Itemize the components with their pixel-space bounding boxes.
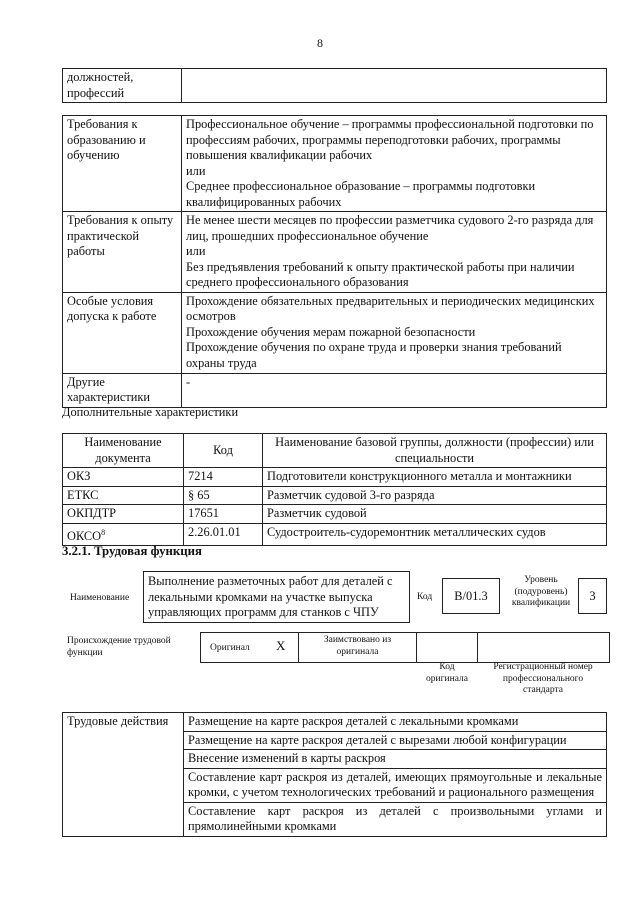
requirement-row [63, 116, 607, 212]
code-cell: 2.26.01.01 [184, 523, 263, 546]
requirement-line: Прохождение обучения мерам пожарной безопасности [186, 324, 476, 339]
doc-cell: ЕТКС [63, 486, 184, 505]
action-item: Составление карт раскроя из деталей с произвольными углами и прямолинейными кромками [184, 802, 607, 836]
code-value: В/01.3 [454, 589, 488, 603]
extra-table-header [63, 434, 607, 468]
requirement-line: Не менее шести месяцев по профессии разметчика судового 2-го разряда для лиц, прошедших профессиональное обучение [186, 213, 594, 243]
requirement-line: или [186, 163, 206, 178]
origin-label: Происхождение трудовой функции [67, 636, 171, 658]
original-label: Оригинал [210, 643, 250, 653]
requirement-row [63, 292, 607, 373]
requirement-line: Прохождение обучения по охране труда и проверки знания требований охраны труда [186, 340, 562, 370]
actions-label: Трудовые действия [63, 713, 184, 837]
divider [416, 632, 417, 662]
divider [477, 632, 478, 662]
section-title: 3.2.1. Трудовая функция [62, 544, 202, 558]
doc-cell: ОКПДТР [63, 505, 184, 524]
table-row [63, 523, 607, 546]
extra-table [62, 433, 607, 546]
code-cell: 7214 [184, 468, 263, 487]
top-table-label: должностей, профессий [63, 69, 182, 103]
name-cell: Судостроитель-судоремонтник металлических судов [263, 523, 607, 546]
doc-cell [63, 523, 184, 546]
reg-caption: Регистрационный номер профессионального стандарта [493, 662, 593, 695]
table-row [63, 486, 607, 505]
actions-table [62, 712, 607, 837]
header-cell: Наименование базовой группы, должности (профессии) или специальности [263, 434, 607, 468]
function-name-box [143, 571, 410, 623]
doc-cell: ОКЗ [63, 468, 184, 487]
requirement-line: Среднее профессиональное образование – программы подготовки квалифицированных рабочих [186, 179, 536, 209]
top-table-value [182, 69, 607, 103]
header-cell: Наименование документа [63, 434, 184, 468]
original-mark: X [276, 638, 286, 653]
name-cell: Подготовители конструкционного металла и монтажники [263, 468, 607, 487]
requirement-label: Требования к образованию и обучению [63, 116, 182, 212]
table-row [63, 713, 607, 732]
code-caption: Код оригинала [426, 662, 468, 684]
name-cell: Разметчик судовой [263, 505, 607, 524]
requirement-line: или [186, 244, 206, 258]
requirement-line: Профессиональное обучение – программы профессиональной подготовки по профессиям рабочих, программы переподготовки рабочих, программы повышения квалификации рабочих [186, 117, 594, 162]
top-table [62, 68, 607, 103]
code-cell: § 65 [184, 486, 263, 505]
action-item: Внесение изменений в карты раскроя [184, 750, 607, 769]
requirement-line: Прохождение обязательных предварительных и периодических медицинских осмотров [186, 293, 595, 323]
page-number: 8 [317, 36, 323, 50]
table-row [63, 505, 607, 524]
table-row [63, 468, 607, 487]
name-cell: Разметчик судовой 3-го разряда [263, 486, 607, 505]
okso-label: ОКСО [67, 528, 102, 543]
action-item: Размещение на карте раскроя деталей с вырезами любой конфигурации [184, 731, 607, 750]
requirement-row [63, 212, 607, 293]
extra-title: Дополнительные характеристики [62, 405, 239, 419]
name-label: Наименование [70, 593, 130, 603]
requirement-line: - [182, 373, 607, 407]
requirement-line: Без предъявления требований к опыту практической работы при наличии среднего профессионального образования [186, 259, 575, 289]
requirement-row [63, 373, 607, 407]
code-box [442, 578, 500, 614]
code-cell: 17651 [184, 505, 263, 524]
requirement-label: Требования к опыту практической работы [63, 212, 182, 293]
function-name: Выполнение разметочных работ для деталей с лекальными кромками на участке выпуска управляющих программ для станков с ЧПУ [148, 574, 393, 619]
borrowed-label: Заимствовано из оригинала [323, 635, 392, 657]
code-label: Код [417, 592, 433, 602]
action-item: Составление карт раскроя из деталей, имеющих прямоугольные и лекальные кромки, с учетом технологических требований и рационального размещения [184, 768, 607, 802]
level-value: 3 [589, 589, 596, 603]
header-cell: Код [184, 434, 263, 468]
footnote-mark: 8 [101, 527, 106, 537]
level-label: Уровень (подуровень) квалификации [511, 575, 571, 608]
requirement-label: Особые условия допуска к работе [63, 292, 182, 373]
level-box [578, 578, 607, 614]
requirements-table [62, 115, 607, 408]
action-item: Размещение на карте раскроя деталей с лекальными кромками [184, 713, 607, 732]
divider [298, 632, 299, 662]
requirement-label: Другие характеристики [63, 373, 182, 407]
